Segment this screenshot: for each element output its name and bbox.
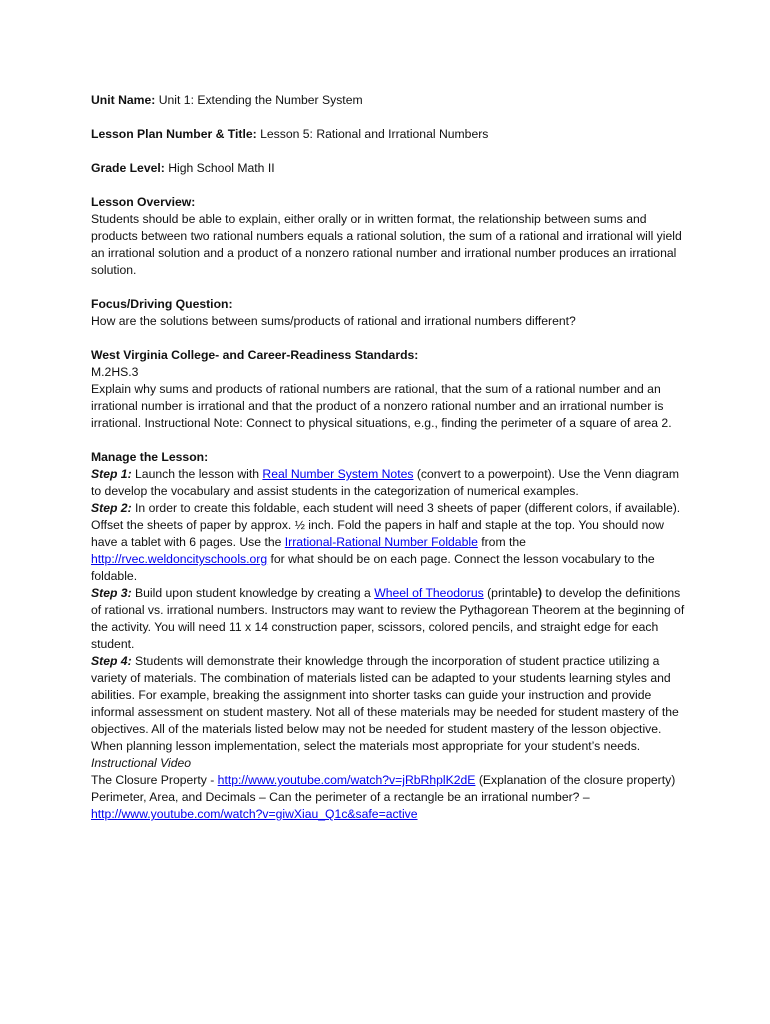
unit-name-value: Unit 1: Extending the Number System xyxy=(155,93,363,107)
step-1-text-pre: Launch the lesson with xyxy=(131,467,263,481)
step-2-text-mid: from the xyxy=(477,535,526,549)
step-3-text-pre: Build upon student knowledge by creating a xyxy=(131,586,375,600)
lesson-plan-document xyxy=(91,92,691,840)
unit-name-label: Unit Name: xyxy=(91,93,156,107)
focus-question-text: How are the solutions between sums/products of rational and irrational numbers different? xyxy=(91,314,576,328)
lesson-title-field xyxy=(91,126,691,143)
step-3-text-post: to develop the definitions of rational vs. irrational numbers. Instructors may want to review the Pythagorean Theorem at the beginning of the activity. You will need 11 x 14 construction paper, scissors, colored pencils, and straight edge for each student. xyxy=(91,586,685,651)
standards-section xyxy=(91,347,691,432)
grade-level-value: High School Math II xyxy=(164,161,275,175)
step-2-text-pre: In order to create this foldable, each student will need 3 sheets of paper (different colors, if available). Offset the sheets of paper by approx. ½ inch. Fold the papers in half and staple at the top. You should now have a tablet with 6 pages. Use the xyxy=(91,501,681,549)
lesson-overview-text: Students should be able to explain, either orally or in written format, the relationship between sums and products between two rational numbers equals a rational solution, the sum of a rational and irrational will yield an irrational solution and a product of a nonzero rational number and irrational number produces an irrational solution. xyxy=(91,212,682,277)
wheel-of-theodorus-link[interactable]: Wheel of Theodorus xyxy=(374,586,484,600)
step-3-bold-paren: ) xyxy=(537,586,542,600)
real-number-system-notes-link[interactable]: Real Number System Notes xyxy=(262,467,414,481)
video-1-text-pre: The Closure Property - xyxy=(91,773,218,787)
manage-lesson-section xyxy=(91,449,691,823)
step-3-label: Step 3: xyxy=(91,586,132,600)
focus-question-section xyxy=(91,296,691,330)
grade-level-field xyxy=(91,160,691,177)
step-4-paragraph xyxy=(91,653,691,755)
manage-lesson-heading: Manage the Lesson: xyxy=(91,450,209,464)
foldable-link[interactable]: Irrational-Rational Number Foldable xyxy=(284,535,478,549)
lesson-overview-section xyxy=(91,194,691,279)
step-1-label: Step 1: xyxy=(91,467,132,481)
video-1-text-post: (Explanation of the closure property) xyxy=(475,773,676,787)
step-1-text-post: (convert to a powerpoint). Use the Venn diagram to develop the vocabulary and assist students in the categorization of numerical examples. xyxy=(91,467,680,498)
perimeter-video-link[interactable]: http://www.youtube.com/watch?v=giwXiau_Q1c&safe=active xyxy=(91,807,418,821)
rvec-website-link[interactable]: http://rvec.weldoncityschools.org xyxy=(91,552,268,566)
step-2-text-post: for what should be on each page. Connect the lesson vocabulary to the foldable. xyxy=(91,552,655,583)
standards-code: M.2HS.3 xyxy=(91,365,139,379)
step-3-paragraph xyxy=(91,585,691,653)
step-3-text-mid: (printable xyxy=(483,586,538,600)
step-2-paragraph xyxy=(91,500,691,585)
lesson-overview-heading: Lesson Overview: xyxy=(91,195,196,209)
lesson-title-value: Lesson 5: Rational and Irrational Numbers xyxy=(256,127,489,141)
grade-level-label: Grade Level: xyxy=(91,161,165,175)
perimeter-video-line xyxy=(91,789,691,823)
video-2-text-pre: Perimeter, Area, and Decimals – Can the perimeter of a rectangle be an irrational number? – xyxy=(91,790,590,804)
closure-property-video-line xyxy=(91,772,691,789)
step-1-paragraph xyxy=(91,466,691,500)
unit-name-field xyxy=(91,92,691,109)
step-2-label: Step 2: xyxy=(91,501,132,515)
step-4-text: Students will demonstrate their knowledge through the incorporation of student practice utilizing a variety of materials. The combination of materials listed can be adapted to your students learning styles and abilities. For example, breaking the assignment into shorter tasks can guide your instruction and provide informal assessment on student mastery. Not all of these materials may be needed for student mastery of the objectives. All of the materials listed below may not be needed for student mastery of the lesson objective. When planning lesson implementation, select the materials most appropriate for your student’s needs. xyxy=(91,654,679,753)
closure-property-video-link[interactable]: http://www.youtube.com/watch?v=jRbRhplK2dE xyxy=(217,773,476,787)
instructional-video-heading: Instructional Video xyxy=(91,756,192,770)
lesson-title-label: Lesson Plan Number & Title: xyxy=(91,127,257,141)
standards-heading: West Virginia College- and Career-Readiness Standards: xyxy=(91,348,419,362)
focus-question-heading: Focus/Driving Question: xyxy=(91,297,233,311)
standards-text: Explain why sums and products of rational numbers are rational, that the sum of a rational number and an irrational number is irrational and that the product of a nonzero rational number and an irrational number is irrational. Instructional Note: Connect to physical situations, e.g., finding the perimeter of a square of area 2. xyxy=(91,382,672,430)
step-4-label: Step 4: xyxy=(91,654,132,668)
